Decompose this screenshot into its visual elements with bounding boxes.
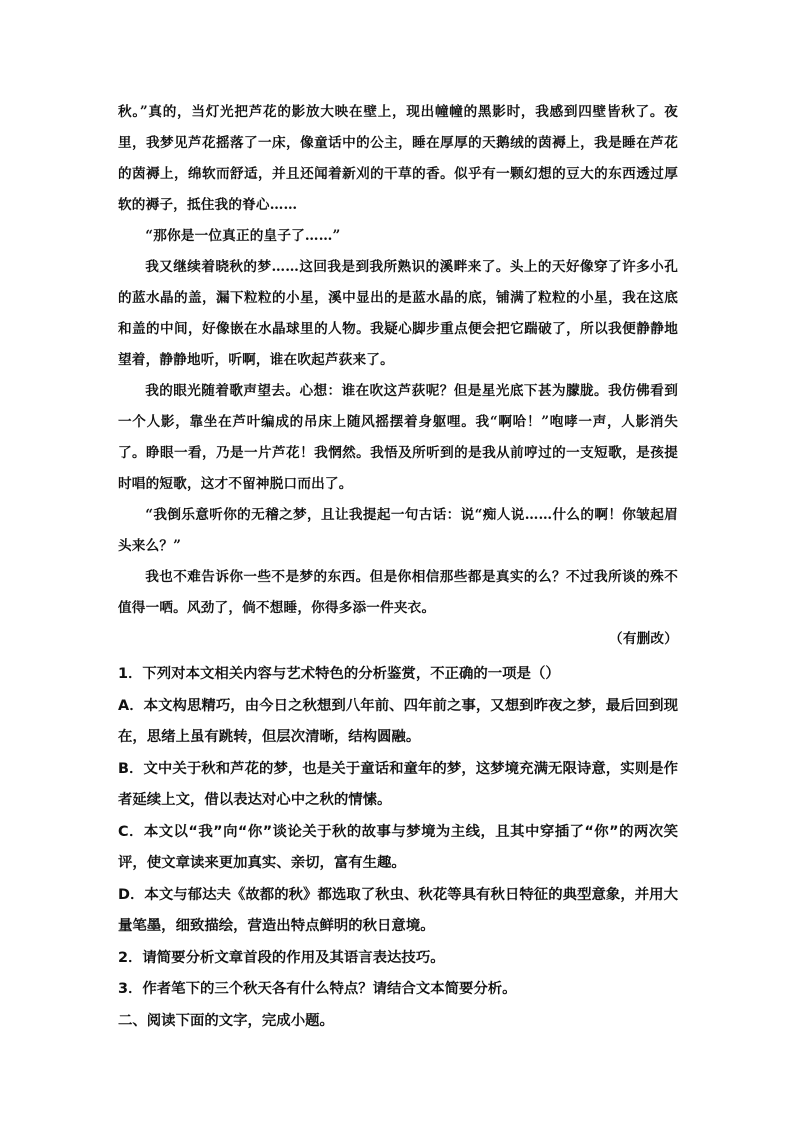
question-section (118, 659, 678, 1037)
reading-passage (118, 97, 678, 655)
passage-paragraph: “我倒乐意听你的无稽之梦，且让我提起一句古话：说“痴人说……什么的啊！你皱起眉头来么？” (118, 507, 678, 554)
passage-paragraph: “那你是一位真正的皇子了……” (145, 228, 341, 244)
question-1-option-c: C．本文以“我”向“你”谈论关于秋的故事与梦境为主线，且其中穿插了“你”的两次笑评，使文章读来更加真实、亲切，富有生趣。 (118, 823, 678, 871)
question-2: 2．请简要分析文章首段的作用及其语言表达技巧。 (118, 949, 445, 966)
passage-paragraph: 秋。”真的，当灯光把芦花的影放大映在壁上，现出幢幢的黑影时，我感到四壁皆秋了。夜里，我梦见芦花摇落了一床，像童话中的公主，睡在厚厚的天鹅绒的茵褥上，我是睡在芦花的茵褥上，绵软而舒适，并且还闻着新刈的干草的香。似乎有一颗幻想的豆大的东西透过厚软的褥子，抵住我的脊心…… (118, 104, 678, 213)
question-1-stem: 1．下列对本文相关内容与艺术特色的分析鉴赏，不正确的一项是（） (118, 666, 560, 682)
section-two-heading: 二、阅读下面的文字，完成小题。 (118, 1012, 334, 1029)
passage-paragraph: 我也不难告诉你一些不是梦的东西。但是你相信那些都是真实的么？不过我所谈的殊不值得一哂。风劲了，倘不想睡，你得多添一件夹衣。 (118, 569, 678, 616)
question-1-option-d: D．本文与郁达夫《故都的秋》都选取了秋虫、秋花等具有秋日特征的典型意象，并用大量笔墨，细致描绘，营造出特点鲜明的秋日意境。 (118, 886, 678, 934)
question-1-option-b: B．文中关于秋和芦花的梦，也是关于童话和童年的梦，这梦境充满无限诗意，实则是作者延续上文，借以表达对心中之秋的情愫。 (118, 760, 678, 808)
source-note: （有删改） (609, 631, 678, 647)
question-1-option-a: A．本文构思精巧，由今日之秋想到八年前、四年前之事，又想到昨夜之梦，最后回到现在，思绪上虽有跳转，但层次清晰，结构圆融。 (118, 697, 678, 745)
question-3: 3．作者笔下的三个秋天各有什么特点？请结合文本简要分析。 (118, 981, 517, 997)
passage-paragraph: 我的眼光随着歌声望去。心想：谁在吹这芦荻呢？但是星光底下甚为朦胧。我仿佛看到一个人影，靠坐在芦叶编成的吊床上随风摇摆着身躯哩。我“啊哈！”咆哮一声，人影消失了。睁眼一看，乃是一片芦花！我惘然。我悟及所听到的是我从前哼过的一支短歌，是孩提时唱的短歌，这才不留神脱口而出了。 (118, 383, 678, 492)
passage-paragraph: 我又继续着晓秋的梦……这回我是到我所熟识的溪畔来了。头上的天好像穿了许多小孔的蓝水晶的盖，漏下粒粒的小星，溪中显出的是蓝水晶的底，铺满了粒粒的小星，我在这底和盖的中间，好像嵌在水晶球里的人物。我疑心脚步重点便会把它踹破了，所以我便静静地望着，静静地听，听啊，谁在吹起芦荻来了。 (118, 259, 678, 368)
